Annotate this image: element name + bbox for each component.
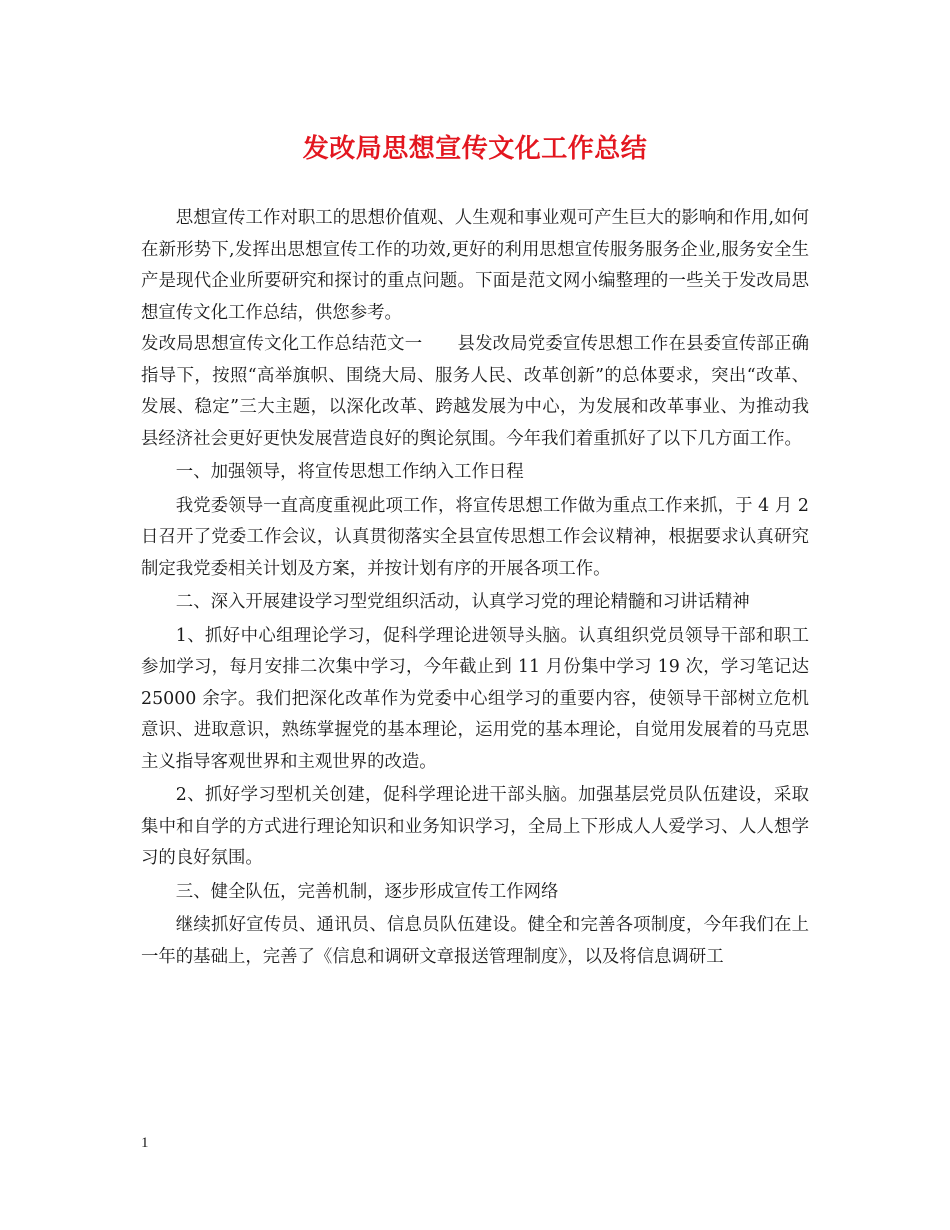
intro-paragraph: 思想宣传工作对职工的思想价值观、人生观和事业观可产生巨大的影响和作用,如何在新形势下,发挥出思想宣传工作的功效,更好的利用思想宣传服务服务企业,服务安全生产是现代企业所要研究和探讨的重点问题。下面是范文网小编整理的一些关于发改局思想宣传文化工作总结，供您参考。	[141, 208, 809, 323]
paragraph-leadership: 我党委领导一直高度重视此项工作，将宣传思想工作做为重点工作来抓，于 4 月 2 日召开了党委工作会议，认真贯彻落实全县宣传思想工作会议精神，根据要求认真研究制定我党委相关计划及方案，并按计划有序的开展各项工作。	[141, 495, 809, 579]
paragraph-team-building: 继续抓好宣传员、通讯员、信息员队伍建设。健全和完善各项制度，今年我们在上一年的基础上，完善了《信息和调研文章报送管理制度》，以及将信息调研工	[141, 915, 809, 967]
heading-three: 三、健全队伍，完善机制，逐步形成宣传工作网络	[175, 881, 559, 902]
paragraph-learning-organ: 2、抓好学习型机关创建，促科学理论进干部头脑。加强基层党员队伍建设，采取集中和自学的方式进行理论知识和业务知识学习，全局上下形成人人爱学习、人人想学习的良好氛围。	[141, 785, 809, 868]
section-intro-paragraph: 发改局思想宣传文化工作总结范文一 县发改局党委宣传思想工作在县委宣传部正确指导下，按照“高举旗帜、围绕大局、服务人民、改革创新”的总体要求，突出“改革、发展、稳定”三大主题，以深化改革、跨越发展为中心，为发展和改革事业、为推动我县经济社会更好更快发展营造良好的舆论氛围。今年我们着重抓好了以下几方面工作。	[141, 334, 809, 449]
heading-one: 一、加强领导，将宣传思想工作纳入工作日程	[175, 462, 524, 482]
heading-two: 二、深入开展建设学习型党组织活动，认真学习党的理论精髓和习讲话精神	[175, 592, 750, 612]
page-number: 1	[141, 1135, 149, 1151]
document-title: 发改局思想宣传文化工作总结	[302, 134, 648, 164]
document-body	[141, 203, 809, 973]
paragraph-study-group: 1、抓好中心组理论学习，促科学理论进领导头脑。认真组织党员领导干部和职工参加学习，每月安排二次集中学习，今年截止到 11 月份集中学习 19 次，学习笔记达 25000 余字。我们把深化改革作为党委中心组学习的重要内容，使领导干部树立危机意识、进取意识，熟练掌握党的基本理论，运用党的基本理论，自觉用发展着的马克思主义指导客观世界和主观世界的改造。	[141, 625, 809, 772]
